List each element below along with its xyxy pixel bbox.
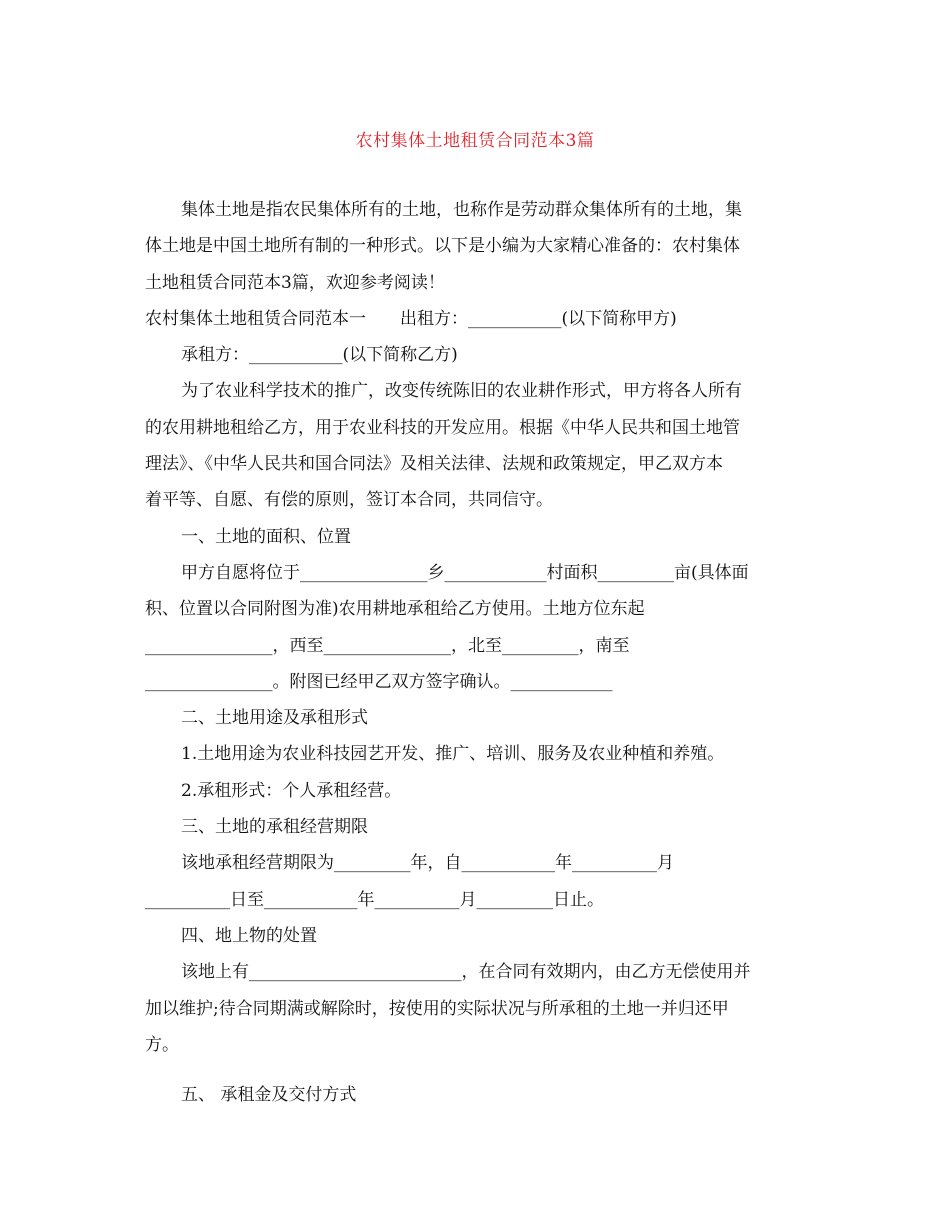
paragraph-line: 该地上有_________________________，在合同有效期内，由乙方无偿使用并	[181, 962, 751, 983]
paragraph-line: 土地租赁合同范本3篇，欢迎参考阅读！	[145, 272, 445, 293]
paragraph-line: 的农用耕地租给乙方，用于农业科技的开发应用。根据《中华人民共和国土地管	[145, 417, 740, 438]
document-body	[145, 192, 805, 1113]
paragraph-line: 2.承租形式：个人承租经营。	[181, 780, 402, 801]
paragraph-line: 方。	[145, 1034, 179, 1055]
section-heading: 三、土地的承租经营期限	[181, 817, 368, 838]
paragraph-line: 该地承租经营期限为_________年，自___________年__________月	[181, 853, 674, 874]
paragraph-line: 着平等、自愿、有偿的原则，签订本合同，共同信守。	[145, 490, 553, 511]
section-heading: 五、 承租金及交付方式	[181, 1085, 357, 1106]
paragraph-line: __________日至___________年__________月_________日止。	[145, 889, 604, 910]
paragraph-line: _______________，西至_______________，北至_________，南至	[145, 635, 630, 656]
paragraph-line: 承租方：___________(以下简称乙方)	[181, 345, 458, 366]
paragraph-line: 甲方自愿将位于_______________乡____________村面积_________亩(具体面	[181, 562, 749, 583]
paragraph-line: 1.土地用途为农业科技园艺开发、推广、培训、服务及农业种植和养殖。	[181, 744, 725, 765]
paragraph-line: 体土地是中国土地所有制的一种形式。以下是小编为大家精心准备的：农村集体	[145, 236, 740, 257]
paragraph-line: 集体土地是指农民集体所有的土地，也称作是劳动群众集体所有的土地，集	[181, 200, 742, 220]
paragraph-line: 农村集体土地租赁合同范本一 出租方：___________(以下简称甲方)	[145, 308, 677, 329]
section-heading: 二、土地用途及承租形式	[181, 708, 368, 729]
paragraph-line: 理法》、《中华人民共和国合同法》及相关法律、法规和政策规定，甲乙双方本	[145, 454, 723, 475]
section-heading: 一、土地的面积、位置	[181, 526, 351, 547]
paragraph-line: 加以维护;待合同期满或解除时，按使用的实际状况与所承租的土地一并归还甲	[145, 998, 729, 1019]
document-title: 农村集体土地租赁合同范本3篇	[355, 131, 595, 151]
paragraph-line: 积、位置以合同附图为准)农用耕地承租给乙方使用。土地方位东起	[145, 599, 645, 620]
paragraph-line: _______________。附图已经甲乙双方签字确认。____________	[145, 671, 613, 692]
section-heading: 四、地上物的处置	[181, 925, 317, 946]
paragraph-line: 为了农业科学技术的推广，改变传统陈旧的农业耕作形式，甲方将各人所有	[181, 381, 742, 402]
